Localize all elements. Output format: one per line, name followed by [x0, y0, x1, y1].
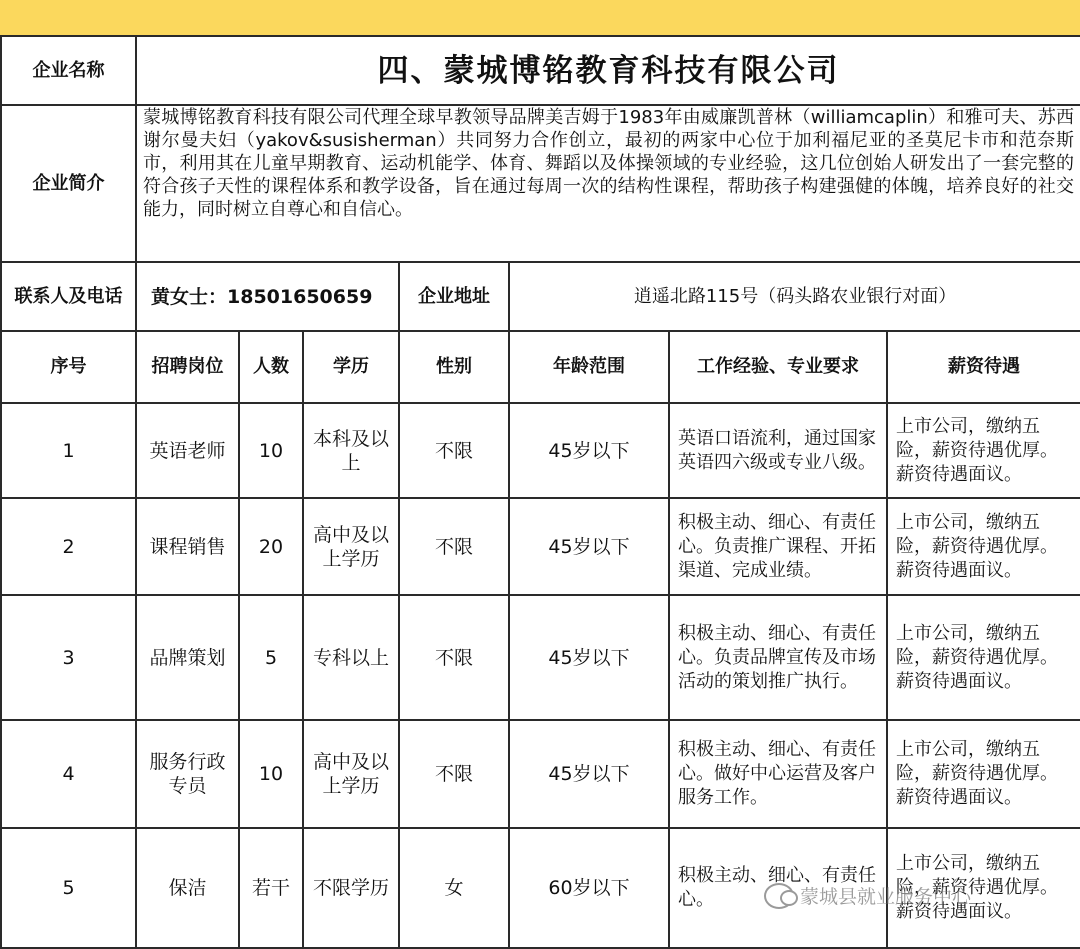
row-no: 1 [1, 403, 136, 498]
company-intro-label: 企业简介 [1, 105, 136, 262]
row-no: 5 [1, 828, 136, 948]
column-header-salary: 薪资待遇 [887, 331, 1080, 403]
contact-row [1, 262, 1080, 331]
table-row [1, 828, 1080, 948]
column-header-gender: 性别 [399, 331, 509, 403]
row-position: 课程销售 [136, 498, 239, 595]
row-position: 英语老师 [136, 403, 239, 498]
column-header-age: 年龄范围 [509, 331, 669, 403]
row-position: 服务行政专员 [136, 720, 239, 828]
row-education: 专科以上 [303, 595, 399, 720]
row-requirement: 英语口语流利，通过国家英语四六级或专业八级。 [678, 427, 876, 473]
row-no: 4 [1, 720, 136, 828]
row-education: 本科及以上 [303, 403, 399, 498]
row-requirement: 积极主动、细心、有责任心。负责推广课程、开拓渠道、完成业绩。 [678, 511, 876, 581]
contact-value: 黄女士：18501650659 [136, 262, 399, 331]
row-count: 10 [239, 720, 303, 828]
row-salary: 上市公司，缴纳五险，薪资待遇优厚。薪资待遇面议。 [896, 511, 1058, 581]
top-banner [0, 0, 1080, 36]
address-label: 企业地址 [399, 262, 509, 331]
row-age: 45岁以下 [509, 595, 669, 720]
company-name-row [1, 36, 1080, 105]
watermark-text: 蒙城县就业服务中心 [800, 886, 972, 908]
table-row [1, 498, 1080, 595]
row-requirement: 积极主动、细心、有责任心。做好中心运营及客户服务工作。 [678, 739, 876, 808]
row-salary: 上市公司，缴纳五险，薪资待遇优厚。薪资待遇面议。 [896, 415, 1058, 485]
row-gender: 不限 [399, 498, 509, 595]
company-name: 四、蒙城博铭教育科技有限公司 [136, 36, 1080, 105]
table-row [1, 403, 1080, 498]
column-header-requirement: 工作经验、专业要求 [669, 331, 887, 403]
row-salary: 上市公司，缴纳五险，薪资待遇优厚。薪资待遇面议。 [896, 853, 1058, 922]
row-count: 10 [239, 403, 303, 498]
row-count: 5 [239, 595, 303, 720]
company-intro-row [1, 105, 1080, 262]
row-requirement: 积极主动、细心、有责任心。负责品牌宣传及市场活动的策划推广执行。 [678, 622, 876, 692]
row-salary: 上市公司，缴纳五险，薪资待遇优厚。薪资待遇面议。 [896, 622, 1058, 692]
row-no: 2 [1, 498, 136, 595]
row-education: 高中及以上学历 [303, 498, 399, 595]
row-salary: 上市公司，缴纳五险，薪资待遇优厚。薪资待遇面议。 [896, 739, 1058, 808]
row-position: 品牌策划 [136, 595, 239, 720]
recruitment-table [0, 35, 1080, 949]
row-education: 不限学历 [303, 828, 399, 948]
column-header-row [1, 331, 1080, 403]
row-count: 若干 [239, 828, 303, 948]
row-age: 45岁以下 [509, 720, 669, 828]
address-value: 逍遥北路115号（码头路农业银行对面） [509, 262, 1080, 331]
contact-label: 联系人及电话 [1, 262, 136, 331]
company-intro-text: 蒙城博铭教育科技有限公司代理全球早教领导品牌美吉姆于1983年由威廉凯普林（williamcaplin）和雅可夫、苏西谢尔曼夫妇（yakov&susisherman）共同努力合作创立，最初的两家中心位于加利福尼亚的圣莫尼卡市和范奈斯市，利用其在儿童早期教育、运动机能学、体育、舞蹈以及体操领域的专业经验，这几位创始人研发出了一套完整的符合孩子天性的课程体系和教学设备，旨在通过每周一次的结构性课程，帮助孩子构建强健的体魄，培养良好的社交能力，同时树立自尊心和自信心。 [136, 105, 1080, 262]
row-age: 45岁以下 [509, 403, 669, 498]
column-header-count: 人数 [239, 331, 303, 403]
row-gender: 女 [399, 828, 509, 948]
row-no: 3 [1, 595, 136, 720]
row-gender: 不限 [399, 595, 509, 720]
column-header-position: 招聘岗位 [136, 331, 239, 403]
row-requirement: 积极主动、细心、有责任心。 [678, 865, 876, 910]
row-position: 保洁 [136, 828, 239, 948]
row-education: 高中及以上学历 [303, 720, 399, 828]
row-gender: 不限 [399, 403, 509, 498]
row-age: 45岁以下 [509, 498, 669, 595]
column-header-no: 序号 [1, 331, 136, 403]
table-row [1, 595, 1080, 720]
table-row [1, 720, 1080, 828]
company-name-label: 企业名称 [1, 36, 136, 105]
row-gender: 不限 [399, 720, 509, 828]
column-header-education: 学历 [303, 331, 399, 403]
row-age: 60岁以下 [509, 828, 669, 948]
row-count: 20 [239, 498, 303, 595]
